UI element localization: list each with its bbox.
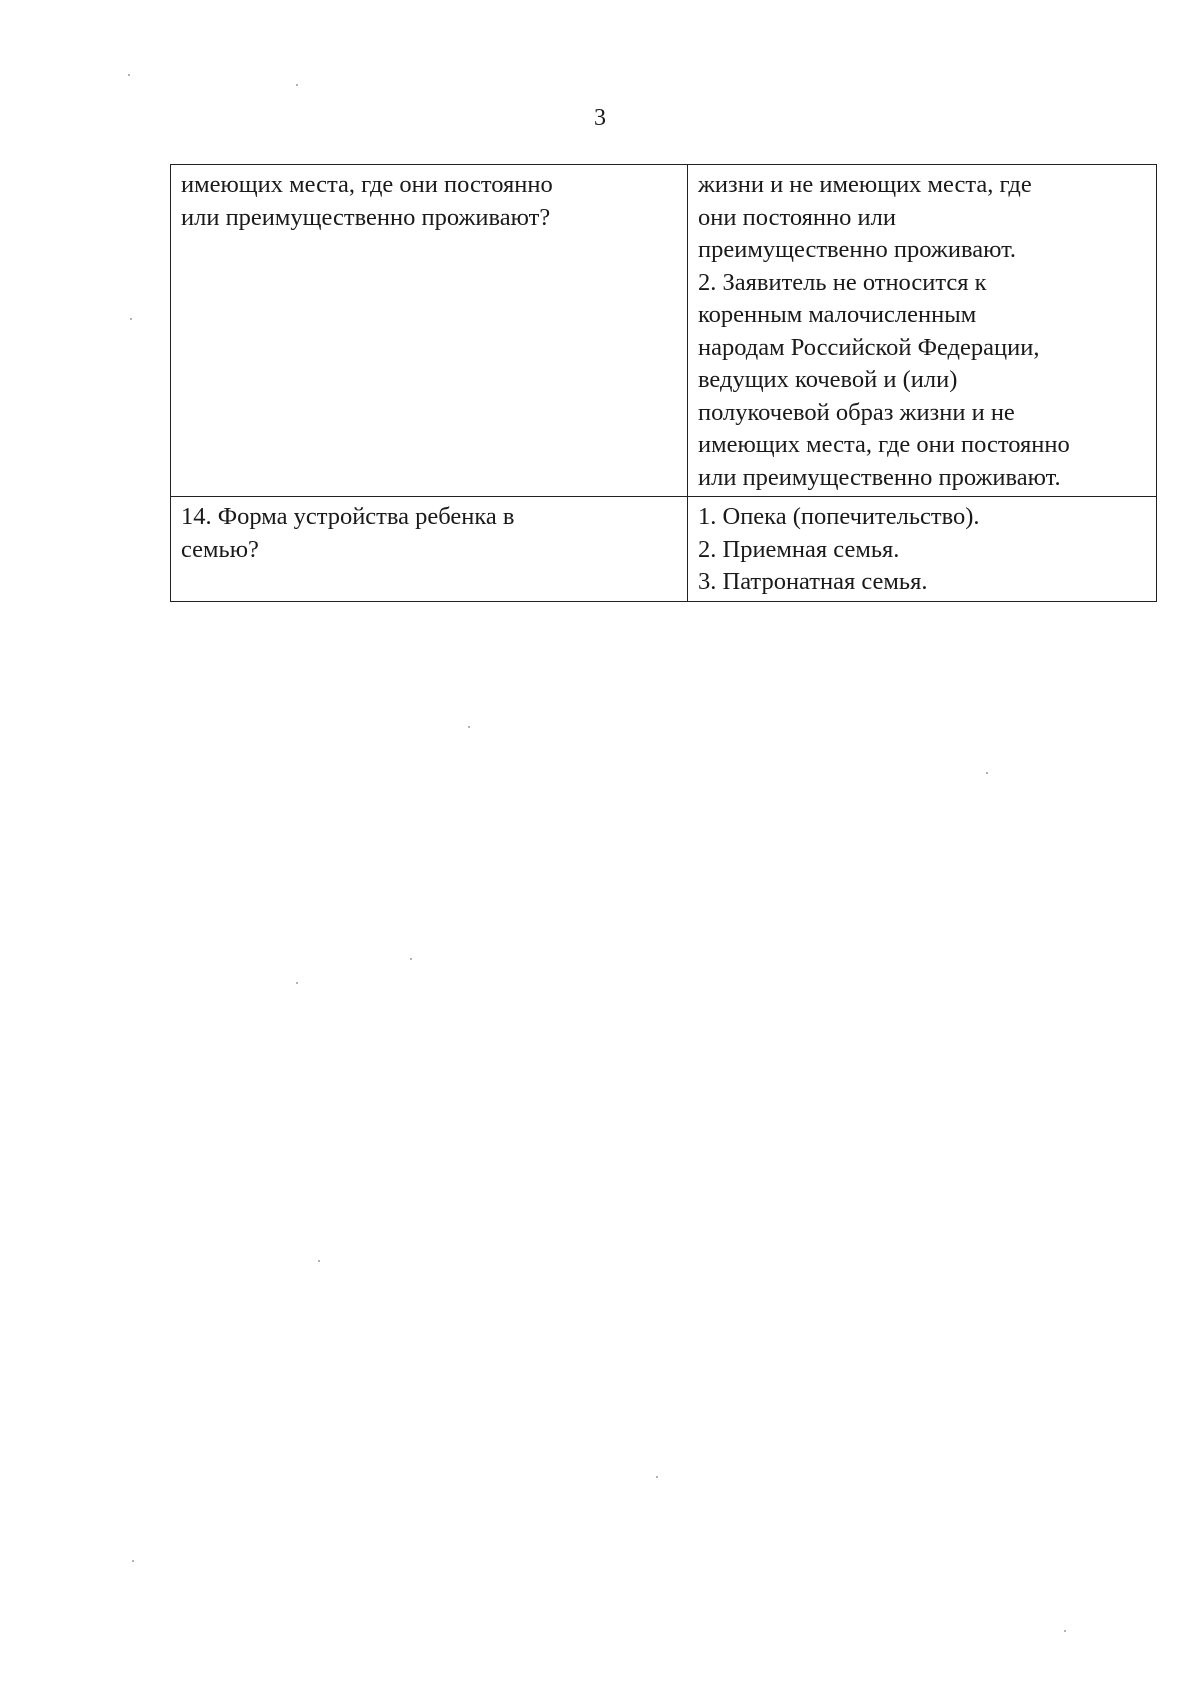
document-table	[170, 164, 1157, 602]
scan-speck	[468, 726, 470, 728]
question-line: 14. Форма устройства ребенка в	[181, 503, 515, 530]
scan-speck	[1064, 1630, 1066, 1632]
answer-line: или преимущественно проживают.	[698, 463, 1061, 491]
answer-line: имеющих места, где они постоянно	[698, 431, 1070, 458]
scan-speck	[296, 84, 298, 86]
question-cell	[171, 497, 688, 602]
question-line: имеющих места, где они постоянно	[181, 171, 553, 198]
scan-speck	[130, 318, 132, 320]
page-number: 3	[594, 105, 606, 131]
answer-cell	[688, 497, 1157, 602]
scan-speck	[296, 982, 298, 984]
answer-line: 2. Заявитель не относится к	[698, 268, 987, 296]
question-line: семью?	[181, 535, 259, 563]
scan-speck	[410, 958, 412, 960]
answer-line: полукочевой образ жизни и не	[698, 398, 1015, 426]
answer-line: 3. Патронатная семья.	[698, 568, 928, 595]
table-row	[171, 165, 1157, 497]
answer-line: 2. Приемная семья.	[698, 535, 900, 563]
answer-line: народам Российской Федерации,	[698, 333, 1040, 361]
answer-line: коренным малочисленным	[698, 301, 977, 328]
scan-speck	[128, 74, 130, 76]
scan-speck	[132, 1560, 134, 1562]
table-row	[171, 497, 1157, 602]
scan-speck	[656, 1476, 658, 1478]
answer-line: преимущественно проживают.	[698, 236, 1017, 263]
question-line: или преимущественно проживают?	[181, 203, 551, 231]
answer-line: 1. Опека (попечительство).	[698, 503, 980, 530]
answer-line: жизни и не имеющих места, где	[698, 171, 1032, 198]
answer-cell	[688, 165, 1157, 497]
scan-speck	[318, 1260, 320, 1262]
answer-line: они постоянно или	[698, 203, 896, 231]
answer-line: ведущих кочевой и (или)	[698, 366, 958, 393]
question-cell	[171, 165, 688, 497]
scan-speck	[986, 772, 988, 774]
